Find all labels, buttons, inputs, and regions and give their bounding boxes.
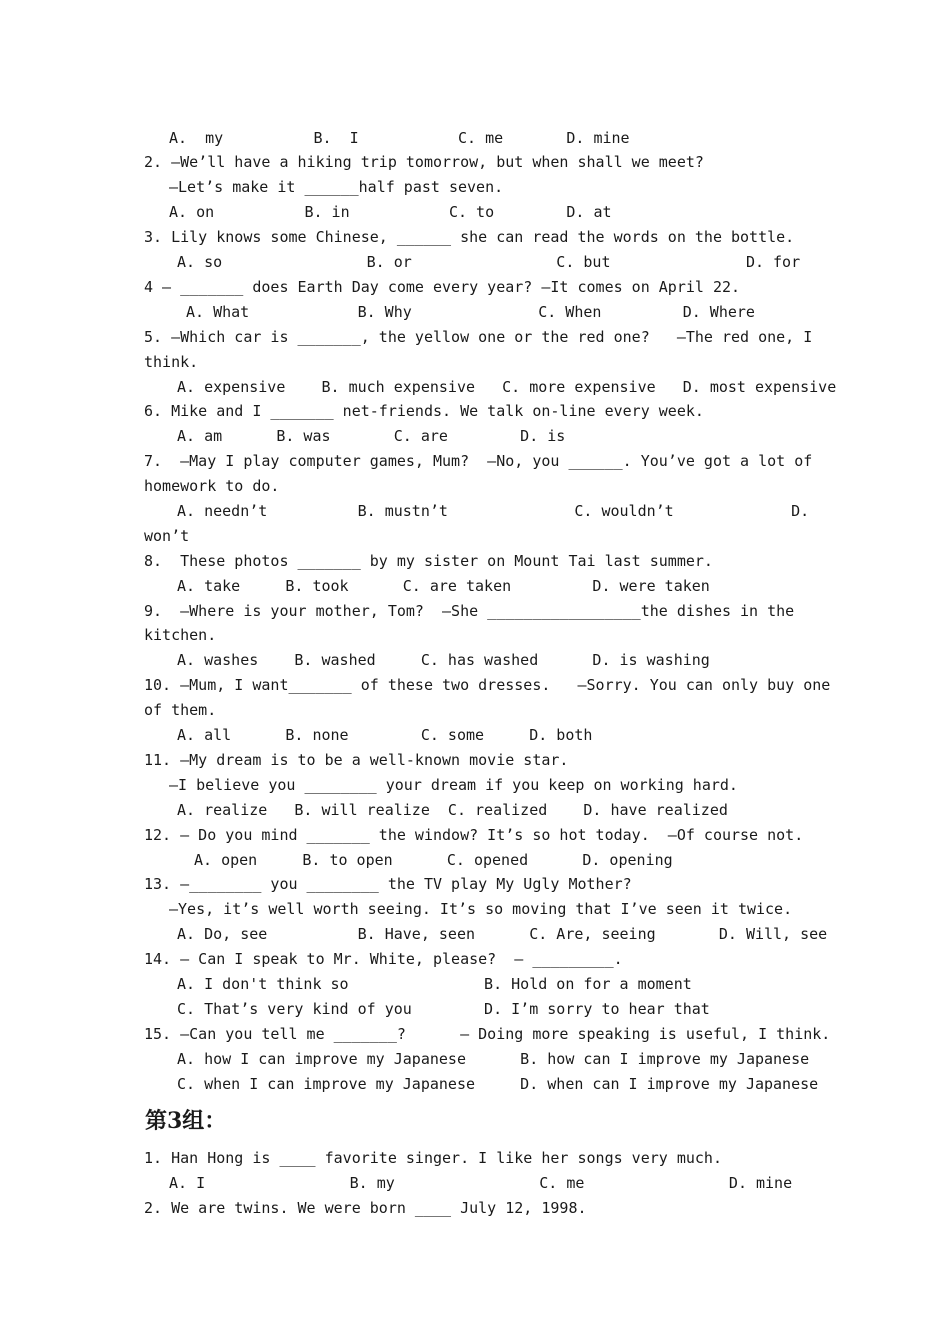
question-line: 12. — Do you mind _______ the window? It’s so hot today. —Of course not. bbox=[144, 826, 804, 844]
question-line: 2. We are twins. We were born ____ July 12, 1998. bbox=[144, 1199, 587, 1217]
question-line: 13. —________ you ________ the TV play My Ugly Mother? bbox=[144, 875, 632, 893]
option-line: A. I B. my C. me D. mine bbox=[169, 1174, 793, 1192]
option-line: A. expensive B. much expensive C. more expensive D. most expensive bbox=[177, 378, 837, 396]
question-line: 7. —May I play computer games, Mum? —No, you ______. You’ve got a lot of bbox=[144, 452, 813, 470]
question-line: 15. —Can you tell me _______? — Doing more speaking is useful, I think. bbox=[144, 1025, 831, 1043]
option-line: A. realize B. will realize C. realized D. have realized bbox=[177, 801, 728, 819]
question-line: 9. —Where is your mother, Tom? —She _________________the dishes in the bbox=[144, 602, 795, 620]
option-line: won’t bbox=[144, 527, 190, 545]
option-line: A. how I can improve my Japanese B. how can I improve my Japanese bbox=[177, 1050, 810, 1068]
option-line: C. when I can improve my Japanese D. when can I improve my Japanese bbox=[177, 1075, 819, 1093]
question-line: 8. These photos _______ by my sister on Mount Tai last summer. bbox=[144, 552, 713, 570]
question-line: 11. —My dream is to be a well-known movie star. bbox=[144, 751, 569, 769]
question-line: 6. Mike and I _______ net-friends. We talk on-line every week. bbox=[144, 402, 704, 420]
section-heading: 第3组： bbox=[145, 1108, 227, 1134]
question-line: think. bbox=[144, 353, 199, 371]
question-line: 10. —Mum, I want_______ of these two dresses. —Sorry. You can only buy one bbox=[144, 676, 831, 694]
option-line: A. I don't think so B. Hold on for a moment bbox=[177, 975, 692, 993]
option-line: A. my B. I C. me D. mine bbox=[169, 129, 630, 147]
option-line: A. What B. Why C. When D. Where bbox=[186, 303, 755, 321]
question-line: homework to do. bbox=[144, 477, 280, 495]
option-line: A. needn’t B. mustn’t C. wouldn’t D. bbox=[177, 502, 810, 520]
question-line: 14. — Can I speak to Mr. White, please? — _________. bbox=[144, 950, 623, 968]
question-line: 2. —We’ll have a hiking trip tomorrow, but when shall we meet? bbox=[144, 153, 704, 171]
question-line: 5. —Which car is _______, the yellow one or the red one? —The red one, I bbox=[144, 328, 813, 346]
option-line: A. open B. to open C. opened D. opening bbox=[194, 851, 673, 869]
question-line: kitchen. bbox=[144, 626, 217, 644]
option-line: A. so B. or C. but D. for bbox=[177, 253, 801, 271]
option-line: A. washes B. washed C. has washed D. is washing bbox=[177, 651, 710, 669]
option-line: A. Do, see B. Have, seen C. Are, seeing D. Will, see bbox=[177, 925, 828, 943]
question-line: 3. Lily knows some Chinese, ______ she can read the words on the bottle. bbox=[144, 228, 795, 246]
option-line: A. take B. took C. are taken D. were taken bbox=[177, 577, 710, 595]
question-line: 4 — _______ does Earth Day come every year? —It comes on April 22. bbox=[144, 278, 741, 296]
question-line: of them. bbox=[144, 701, 217, 719]
dialogue-line: —I believe you ________ your dream if you keep on working hard. bbox=[169, 776, 738, 794]
option-line: A. am B. was C. are D. is bbox=[177, 427, 566, 445]
option-line: A. all B. none C. some D. both bbox=[177, 726, 593, 744]
option-line: A. on B. in C. to D. at bbox=[169, 203, 612, 221]
question-line: 1. Han Hong is ____ favorite singer. I like her songs very much. bbox=[144, 1149, 722, 1167]
option-line: C. That’s very kind of you D. I’m sorry to hear that bbox=[177, 1000, 710, 1018]
dialogue-line: —Yes, it’s well worth seeing. It’s so moving that I’ve seen it twice. bbox=[169, 900, 793, 918]
dialogue-line: —Let’s make it ______half past seven. bbox=[169, 178, 504, 196]
